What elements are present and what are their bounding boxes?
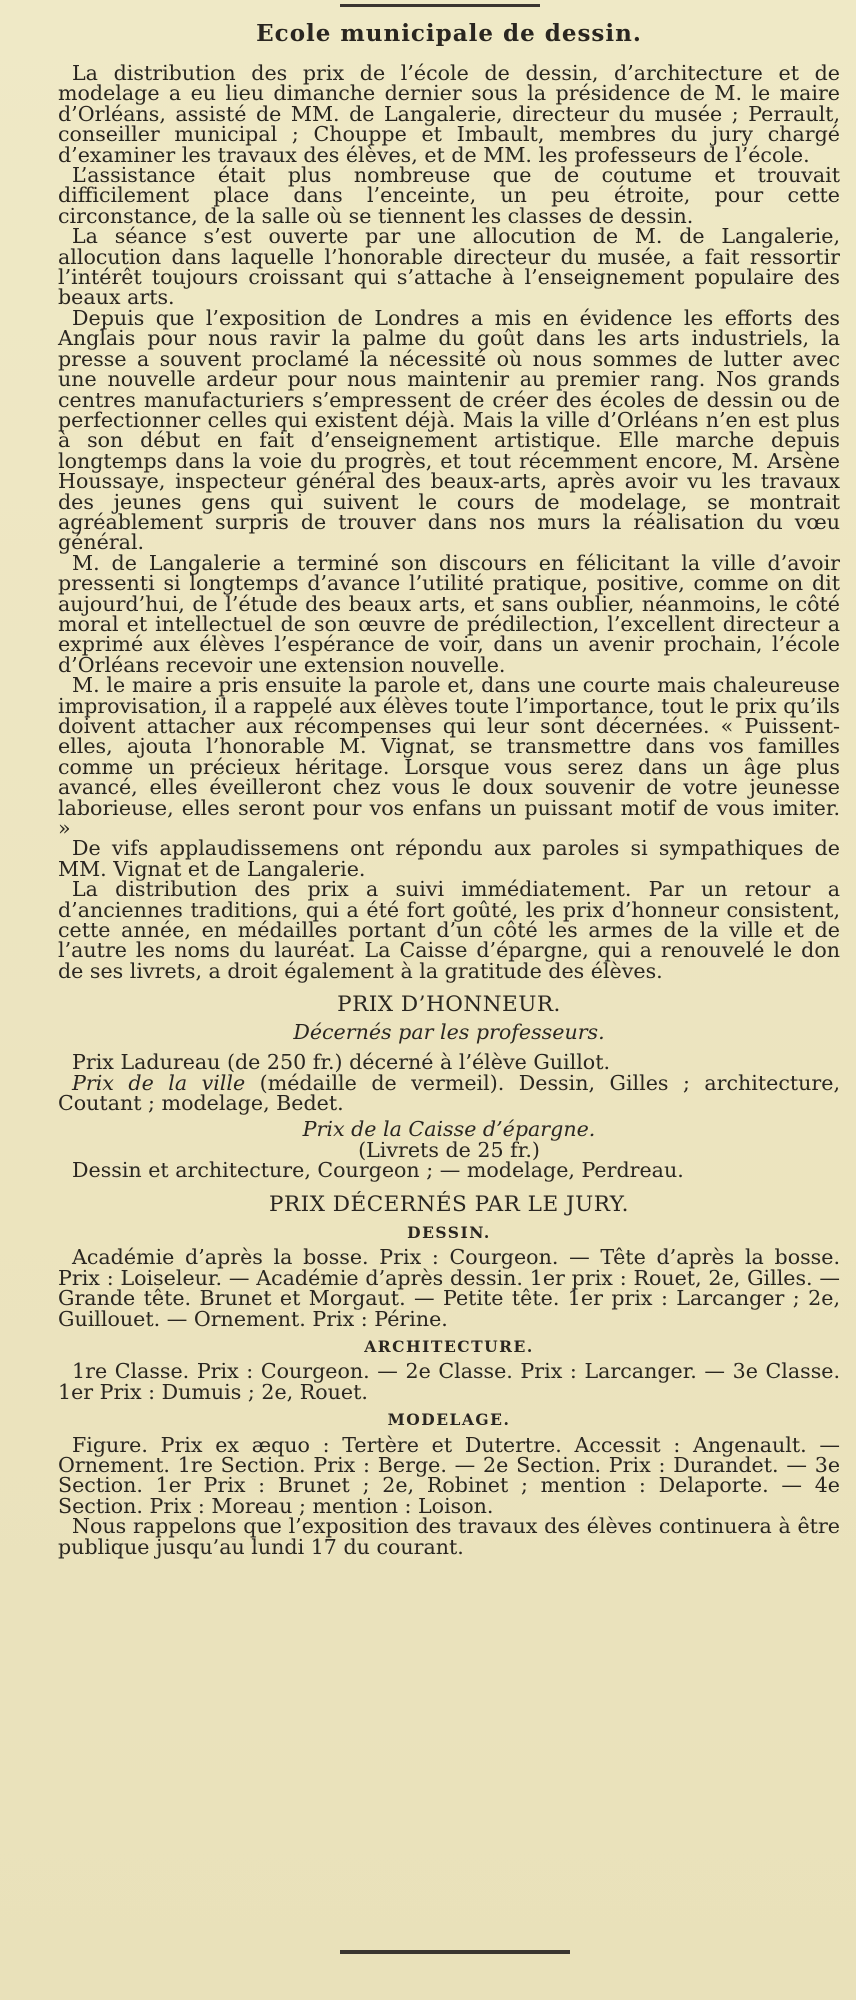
bottom-rule <box>340 1950 570 1954</box>
caisse-epargne-sub: (Livrets de 25 fr.) <box>358 1137 540 1162</box>
top-rule <box>340 4 540 7</box>
prix-ville-line <box>58 1070 840 1115</box>
modelage-text: Figure. Prix ex æquo : Tertère et Dutertre. Accessit : Angenault. — Ornement. 1re Section. Prix : Berge. — 2e Section. Prix : Durandet. — 3e Section. 1er Prix : Brunet ; 2e, Robinet ; mention : Delaporte. — 4e Section. Prix : Moreau ; mention : Loison. <box>58 1432 840 1518</box>
caisse-epargne-line: Dessin et architecture, Courgeon ; — modelage, Perdreau. <box>72 1158 684 1183</box>
paragraph-5: M. de Langalerie a terminé son discours en félicitant la ville d’avoir pressenti si longtemps d’avance l’utilité pratique, positive, comme on dit aujourd’hui, de l’étude des beaux arts, et sans oublier, néanmoins, le côté moral et intellectuel de son œuvre de prédilection, l’excellent directeur a exprimé aux élèves l’espérance de voir, dans un avenir prochain, l’école d’Orléans recevoir une extension nouvelle. <box>58 550 840 677</box>
paragraph-7: De vifs applaudissemens ont répondu aux paroles si sympathiques de MM. Vignat et de Langalerie. <box>58 836 840 881</box>
prix-ville-details: (médaille de vermeil). Dessin, Gilles ; architecture, Coutant ; modelage, Bedet. <box>58 1070 840 1115</box>
architecture-text: 1re Classe. Prix : Courgeon. — 2e Classe. Prix : Larcanger. — 3e Classe. 1er Prix : Dumuis ; 2e, Rouet. <box>58 1359 840 1404</box>
dessin-heading: DESSIN. <box>407 1222 491 1242</box>
prix-jury-heading: PRIX DÉCERNÉS PAR LE JURY. <box>269 1191 629 1217</box>
architecture-heading: ARCHITECTURE. <box>364 1336 534 1356</box>
paragraph-6: M. le maire a pris ensuite la parole et, dans une courte mais chaleureuse improvisation, il a rappelé aux élèves toute l’importance, tout le prix qu’ils doivent attacher aux récompenses qui leur sont décernées. « Puissent-elles, ajouta l’honorable M. Vignat, se transmettre dans vos familles comme un précieux héritage. Lorsque vous serez dans un âge plus avancé, elles éveilleront chez vous le doux souvenir de votre jeunesse laborieuse, elles seront pour vos enfans un puissant motif de vous imiter. » <box>58 673 840 841</box>
paragraph-8: La distribution des prix a suivi immédiatement. Par un retour a d’anciennes traditions, qui a été fort goûté, les prix d’honneur consistent, cette année, en médailles portant d’un côté les armes de la ville et de l’autre les noms du lauréat. La Caisse d’épargne, qui a renouvelé le don de ses livrets, a droit également à la gratitude des élèves. <box>58 877 840 983</box>
prix-ville-label: Prix de la ville <box>72 1070 246 1095</box>
prix-honneur-subheading: Décernés par les professeurs. <box>293 1019 605 1044</box>
paragraph-3: La séance s’est ouverte par une allocution de M. de Langalerie, allocution dans laquelle l’honorable directeur du musée, a fait ressortir l’intérêt toujours croissant qui s’attache à l’enseignement populaire des beaux arts. <box>58 224 840 310</box>
dessin-text: Académie d’après la bosse. Prix : Courgeon. — Tête d’après la bosse. Prix : Loiseleur. — Académie d’après dessin. 1er prix : Rouet, 2e, Gilles. — Grande tête. Brunet et Morgaut. — Petite tête. 1er prix : Larcanger ; 2e, Guillouet. — Ornement. Prix : Périne. <box>58 1245 840 1331</box>
closing-note: Nous rappelons que l’exposition des travaux des élèves continuera à être publique jusqu’au lundi 17 du courant. <box>58 1514 840 1559</box>
paragraph-2: L’assistance était plus nombreuse que de coutume et trouvait difficilement place dans l’enceinte, un peu étroite, pour cette circonstance, de la salle où se tiennent les classes de dessin. <box>58 163 840 228</box>
caisse-epargne-title: Prix de la Caisse d’épargne. <box>302 1117 596 1142</box>
article-title: Ecole municipale de dessin. <box>256 20 642 47</box>
paragraph-4: Depuis que l’exposition de Londres a mis en évidence les efforts des Anglais pour nous ravir la palme du goût dans les arts industriels, la presse a souvent proclamé la nécessité où nous sommes de lutter avec une nouvelle ardeur pour nous maintenir au premier rang. Nos grands centres manufacturiers s’empressent de créer des écoles de dessin ou de perfectionner celles qui existent déjà. Mais la ville d’Orléans n’en est plus à son début en fait d’enseignement artistique. Elle marche depuis longtemps dans la voie du progrès, et tout récemment encore, M. Arsène Houssaye, inspecteur général des beaux-arts, après avoir vu les travaux des jeunes gens qui suivent le cours de modelage, se montrait agréablement surpris de trouver dans nos murs la réalisation du vœu général. <box>58 305 840 555</box>
paragraph-1: La distribution des prix de l’école de dessin, d’architecture et de modelage a eu lieu dimanche dernier sous la présidence de M. le maire d’Orléans, assisté de MM. de Langalerie, directeur du musée ; Perrault, conseiller municipal ; Chouppe et Imbault, membres du jury chargé d’examiner les travaux des élèves, et de MM. les professeurs de l’école. <box>58 61 840 167</box>
prix-ladureau-line: Prix Ladureau (de 250 fr.) décerné à l’élève Guillot. <box>72 1050 611 1075</box>
prix-honneur-heading: PRIX D’HONNEUR. <box>337 992 561 1018</box>
modelage-heading: MODELAGE. <box>387 1410 511 1430</box>
